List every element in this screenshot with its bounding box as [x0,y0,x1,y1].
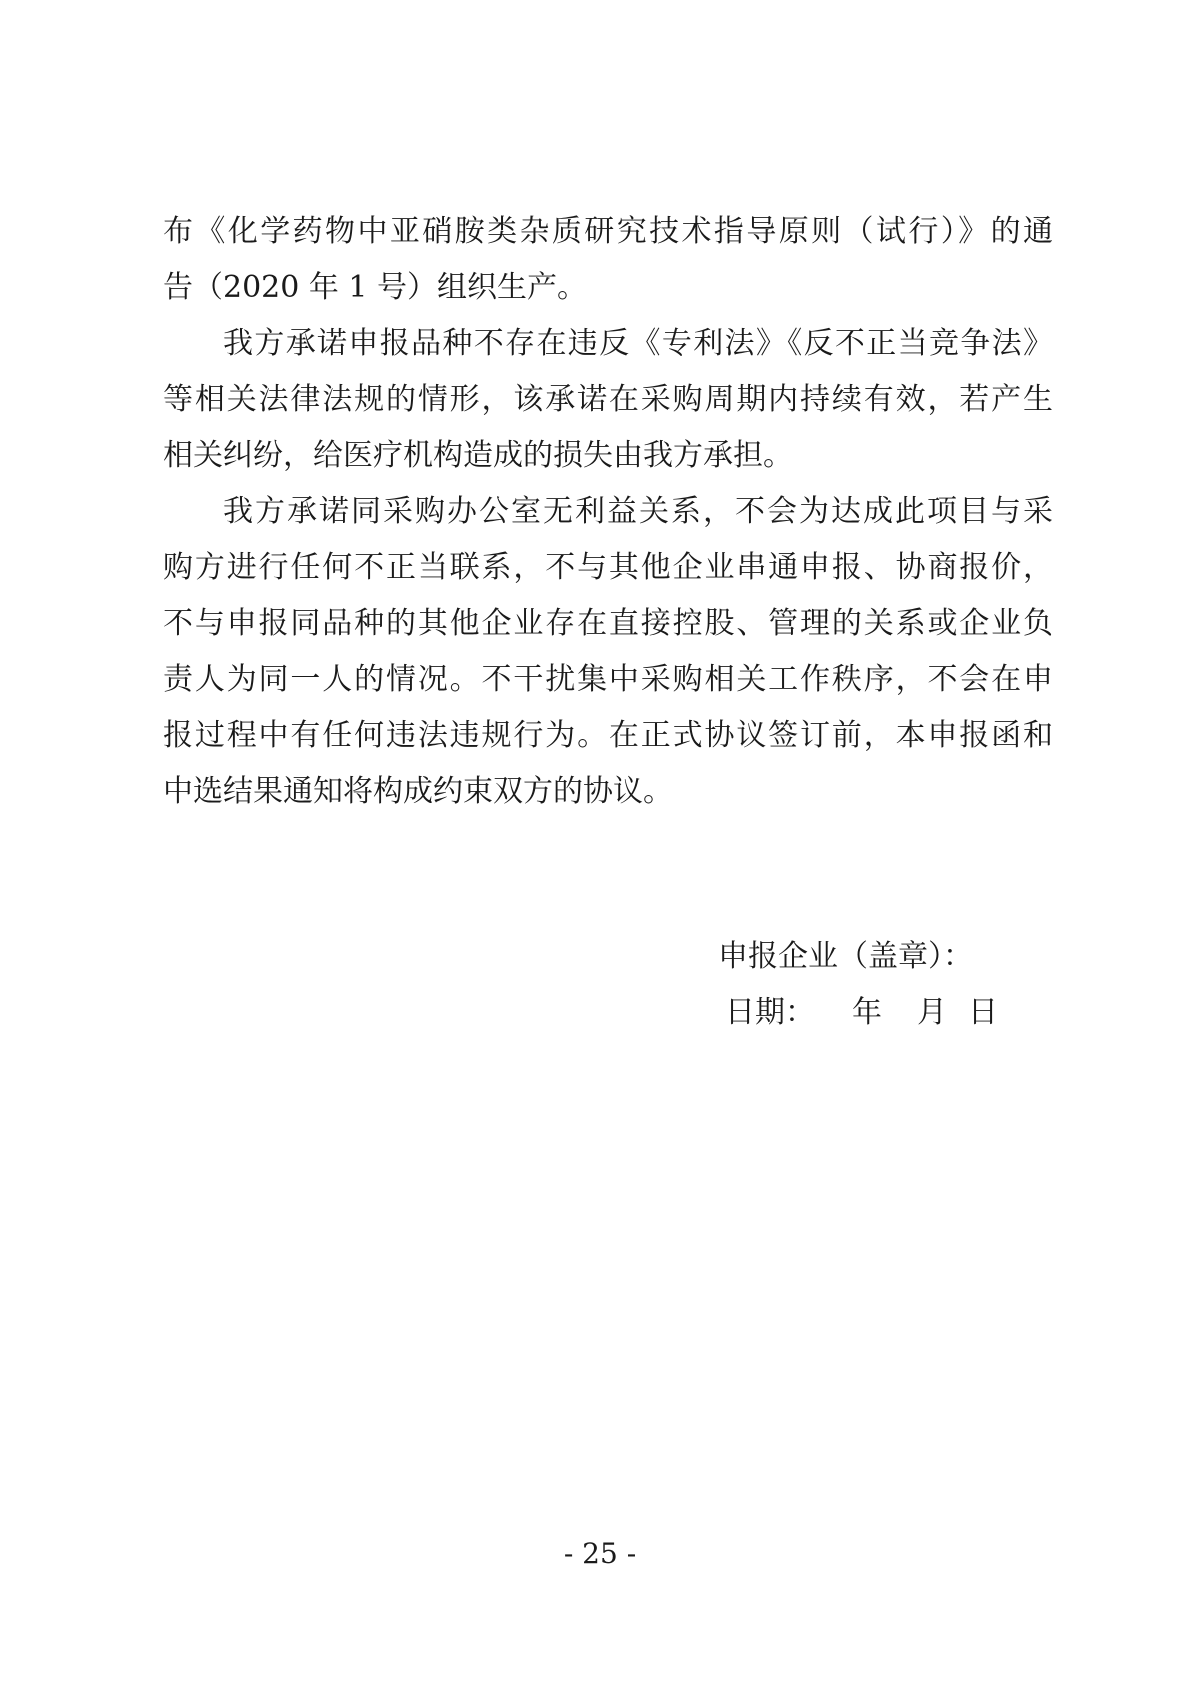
body-line: 布《化学药物中亚硝胺类杂质研究技术指导原则（试行）》的通 [163,214,1053,249]
body-line: 中选结果通知将构成约束双方的协议。 [163,774,673,809]
body-line: 责人为同一人的情况。不干扰集中采购相关工作秩序，不会在申 [163,662,1053,697]
body-line: 告（2020 年 1 号）组织生产。 [163,270,588,305]
date-label: 日期： [725,995,815,1030]
day-label: 日 [968,995,998,1030]
year-label: 年 [852,995,882,1030]
body-line: 等相关法律法规的情形，该承诺在采购周期内持续有效，若产生 [163,382,1053,417]
body-line: 报过程中有任何违法违规行为。在正式协议签订前，本申报函和 [163,718,1053,753]
body-line: 相关纠纷，给医疗机构造成的损失由我方承担。 [163,438,793,473]
month-label: 月 [917,995,947,1030]
body-line: 我方承诺申报品种不存在违反《专利法》《反不正当竞争法》 [223,326,1053,361]
body-line: 不与申报同品种的其他企业存在直接控股、管理的关系或企业负 [163,606,1053,641]
page-number: - 25 - [563,1537,637,1570]
body-line: 我方承诺同采购办公室无利益关系，不会为达成此项目与采 [223,494,1053,529]
company-seal-label: 申报企业（盖章）： [718,939,973,974]
body-line: 购方进行任何不正当联系，不与其他企业串通申报、协商报价， [163,550,1053,585]
